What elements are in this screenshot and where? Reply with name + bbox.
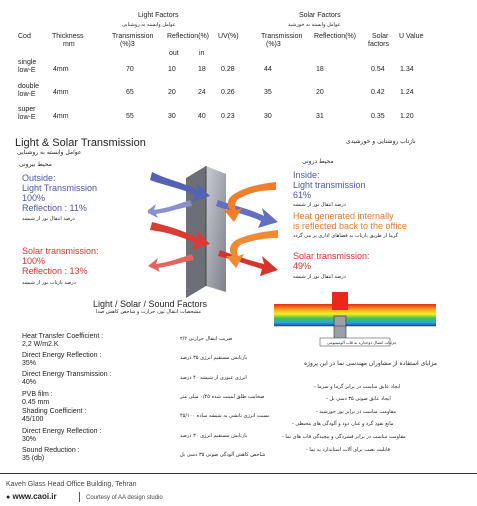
list-item: - ایجاد عایق مناسب در برابر گرما و سرما (314, 384, 401, 390)
red-transmitted-arrow (218, 250, 278, 276)
transmission-title: Light & Solar Transmission (15, 137, 146, 149)
list-item: - مقاومت مناسب در برابر فشردگی و پیچیدگی قاب های نما (282, 434, 406, 440)
list-item: - مانع نفوذ گرد و غبار، دود و آلودگی های محیطی (292, 421, 394, 427)
row-u-value: 1.34 (400, 66, 414, 73)
lss-label: PVB film : (22, 391, 53, 398)
row-solar-transmission: 35 (264, 89, 272, 96)
lss-fa: ضخامت طلق لمینت شده ۰/۴۵ میلی متر (180, 394, 265, 400)
col-transmission-unit: (%)3 (120, 41, 135, 48)
row-solar-reflection: 20 (316, 89, 324, 96)
transmission-title-fa-right: بازتاب روشنایی و خورشیدی (346, 138, 416, 145)
solar-factors-heading: Solar Factors (299, 12, 341, 19)
col-solar-reflection: Reflection(%) (314, 33, 357, 40)
row-solar-factor: 0.54 (371, 66, 385, 73)
row-reflection-out: 10 (168, 66, 176, 73)
glass-pane-face (206, 166, 226, 292)
row-transmission: 70 (126, 66, 134, 73)
row-thickness: 4mm (53, 89, 69, 96)
row-uv: 0.23 (221, 113, 235, 120)
row-transmission: 65 (126, 89, 134, 96)
row-cod-line2: low-E (18, 91, 36, 98)
col-solar-transmission-unit: (%)3 (266, 41, 281, 48)
inside-solar-fa: درصد انتقال نور از شیشه (293, 274, 346, 280)
lss-label: Sound Reduction : (22, 447, 80, 454)
outside-light-transmission-value: 100% (22, 193, 46, 203)
lss-fa: ضریب انتقال حرارتی ۲/۲ (180, 336, 233, 342)
col-solar-transmission: Transmission (261, 33, 303, 40)
row-solar-reflection: 18 (316, 66, 324, 73)
row-cod-line1: double (18, 83, 40, 90)
row-u-value: 1.20 (400, 113, 414, 120)
lss-value: 40% (22, 379, 37, 386)
outside-solar-reflection: Reflection : 13% (22, 266, 88, 276)
row-solar-reflection: 31 (316, 113, 324, 120)
row-thickness: 4mm (53, 113, 69, 120)
glass-pane (186, 166, 206, 298)
outside-reflection: Reflection : 11% (22, 203, 87, 213)
lss-value: 2,2 W/m2.K (22, 341, 59, 348)
heat-fa: گرما از طریق بازتاب به فضاهای اداری بر می گردد (293, 233, 399, 239)
outside-label: Outside: (22, 173, 56, 183)
lss-title-fa: مشخصات انتقال نور، حرارت و شاخص کاهش صدا (96, 309, 201, 315)
light-factors-heading-fa: عوامل وابسته به روشنایی (122, 22, 176, 28)
lss-value: 0.45 mm (22, 399, 50, 406)
row-cod-line1: single (18, 59, 37, 66)
lss-value: 35% (22, 360, 37, 367)
light-factors-heading: Light Factors (138, 12, 179, 19)
col-reflection: Reflection(%) (167, 33, 210, 40)
lss-value: 35 (db) (22, 455, 45, 462)
row-uv: 0.28 (221, 66, 235, 73)
row-solar-factor: 0.42 (371, 89, 385, 96)
lss-label: Direct Energy Reflection : (22, 352, 102, 359)
solar-factors-heading-fa: عوامل وابسته به خورشید (288, 22, 341, 28)
outside-solar-transmission-label: Solar transmission: (22, 246, 99, 256)
row-solar-transmission: 30 (264, 113, 272, 120)
row-reflection-in: 40 (198, 113, 206, 120)
lss-value: 30% (22, 436, 37, 443)
col-out: out (169, 50, 179, 57)
col-solar-factors-2: factors (368, 41, 390, 48)
heat-line-1: Heat generated internally (293, 211, 394, 221)
row-reflection-out: 20 (168, 89, 176, 96)
row-cod-line2: low-E (18, 114, 36, 121)
inside-solar-transmission-label: Solar transmission: (293, 251, 370, 261)
footer-courtesy: Courtesy of AA design studio (86, 495, 163, 501)
inside-heading-fa: محیط درونی (302, 158, 334, 165)
col-thickness: Thickness (52, 33, 84, 40)
outside-light-transmission-label: Light Transmission (22, 183, 98, 193)
footer-divider (0, 473, 477, 474)
blue-reflected-arrow (148, 200, 192, 218)
lss-label: Direct Energy Transmission : (22, 371, 112, 378)
row-uv: 0.26 (221, 89, 235, 96)
inside-label: Inside: (293, 170, 320, 180)
footer-site-text: www.caoi.ir (12, 492, 57, 501)
lss-fa: انرژی عبوری از شیشه ۴۰ درصد (180, 375, 247, 381)
inside-solar-transmission-value: 49% (293, 261, 312, 271)
inside-light-fa: درصد انتقال نور از شیشه (293, 202, 346, 208)
row-transmission: 55 (126, 113, 134, 120)
inside-light-transmission-value: 61% (293, 190, 312, 200)
col-cod: Cod (18, 33, 31, 40)
lss-fa: نسبت انرژی تابشی به شیشه ساده ۴۵/۱۰۰ (180, 413, 270, 419)
detail-caption-fa: جزئیات اتصال دوجداره به قاب آلومینیومی (327, 340, 397, 345)
col-solar-factors: Solar (372, 33, 389, 40)
lss-fa: شاخص کاهش آلودگی صوتی ۳۵ دسی بل (180, 452, 266, 458)
outside-solar-transmission-value: 100% (22, 256, 46, 266)
col-transmission: Transmission (112, 33, 154, 40)
thermal-band (274, 304, 436, 326)
row-solar-factor: 0.35 (371, 113, 385, 120)
col-in: in (199, 50, 205, 57)
inside-light-transmission-label: Light transmission (293, 180, 366, 190)
list-item: - قابلیت نصب برای آلات استاندارد به نما (306, 447, 390, 453)
glass-transmission-illustration (148, 160, 288, 300)
lss-label: Direct Energy Reflection : (22, 428, 102, 435)
lss-label: Heat Transfer Coefficient : (22, 333, 104, 340)
col-uv: UV(%) (218, 33, 239, 40)
row-u-value: 1.24 (400, 89, 414, 96)
lss-fa: بازتابش مستقیم انرژی ۳۵ درصد (180, 355, 248, 361)
row-solar-transmission: 44 (264, 66, 272, 73)
row-reflection-in: 24 (198, 89, 206, 96)
col-u-value: U Value (399, 33, 424, 40)
lss-value: 45/100 (22, 416, 44, 423)
thermal-hot-zone (332, 292, 348, 310)
footer-separator (79, 492, 80, 502)
globe-icon: ● (6, 494, 11, 501)
footer-site[interactable] (6, 492, 57, 503)
footer-caption: Kaveh Glass Head Office Building, Tehran (6, 481, 137, 488)
lss-title: Light / Solar / Sound Factors (93, 299, 208, 309)
row-reflection-in: 18 (198, 66, 206, 73)
list-item: - مقاومت مناسب در برابر نور خورشید (316, 409, 397, 415)
col-thickness-unit: mm (63, 41, 75, 48)
transmission-title-fa: عوامل وابسته به روشنایی (17, 149, 82, 156)
outside-heading-fa: محیط بیرونی (19, 161, 52, 168)
lss-label: Shading Coefficient : (22, 408, 87, 415)
row-cod-line2: low-E (18, 67, 36, 74)
list-item: - ایجاد عایق صوتی ۳۵ دسی بل (326, 396, 391, 402)
lss-fa: بازتابش مستقیم انرژی ۳۰ درصد (180, 433, 248, 439)
row-cod-line1: super (18, 106, 36, 113)
row-thickness: 4mm (53, 66, 69, 73)
outside-light-fa: درصد انتقال نور از شیشه (22, 216, 75, 222)
outside-solar-fa: درصد بازتاب نور از شیشه (22, 280, 76, 286)
row-reflection-out: 30 (168, 113, 176, 120)
benefits-title-fa: مزایای استفاده از مشاوران مهندسی نما در این پروژه (304, 360, 437, 367)
heat-line-2: is reflected back to the office (293, 221, 407, 231)
